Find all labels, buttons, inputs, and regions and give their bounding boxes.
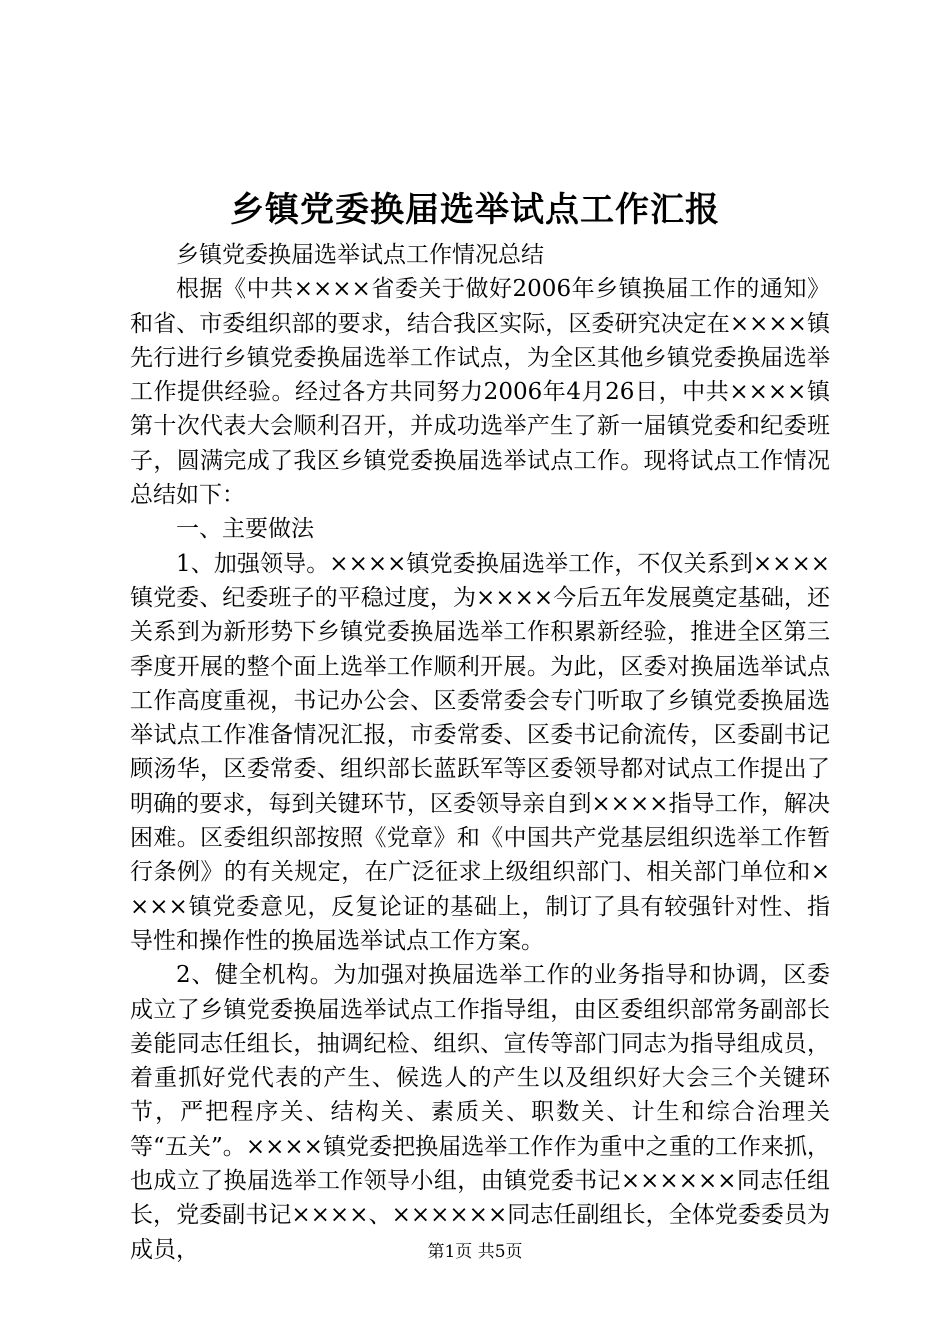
page-footer: 第1页 共5页 — [427, 1242, 523, 1262]
leadership-paragraph: 1、加强领导。××××镇党委换届选举工作，不仅关系到××××镇党委、纪委班子的平稳过度，为××××今后五年发展奠定基础，还关系到为新形势下乡镇党委换届选举工作积累新经验，推进全区第三季度开展的整个面上选举工作顺利开展。为此，区委对换届选举试点工作高度重视，书记办公会、区委常委会专门听取了乡镇党委换届选举试点工作准备情况汇报，市委常委、区委书记俞流传，区委副书记顾汤华，区委常委、组织部长蓝跃军等区委领导都对试点工作提出了明确的要求，每到关键环节，区委领导亲自到××××指导工作，解决困难。区委组织部按照《党章》和《中国共产党基层组织选举工作暂行条例》的有关规定，在广泛征求上级组织部门、相关部门单位和××××镇党委意见，反复论证的基础上，制订了具有较强针对性、指导性和操作性的换届选举试点工作方案。 — [130, 550, 830, 954]
intro-paragraph: 根据《中共××××省委关于做好2006年乡镇换届工作的通知》和省、市委组织部的要求，结合我区实际，区委研究决定在××××镇先行进行乡镇党委换届选举工作试点，为全区其他乡镇党委换届选举工作提供经验。经过各方共同努力2006年4月26日，中共××××镇第十次代表大会顺利召开，并成功选举产生了新一届镇党委和纪委班子，圆满完成了我区乡镇党委换届选举试点工作。现将试点工作情况总结如下： — [130, 276, 830, 509]
subtitle-paragraph: 乡镇党委换届选举试点工作情况总结 — [176, 242, 544, 268]
document-title: 乡镇党委换届选举试点工作汇报 — [230, 190, 720, 230]
document-body — [130, 238, 830, 1267]
organization-paragraph: 2、健全机构。为加强对换届选举工作的业务指导和协调，区委成立了乡镇党委换届选举试点工作指导组，由区委组织部常务副部长姜能同志任组长，抽调纪检、组织、宣传等部门同志为指导组成员，着重抓好党代表的产生、候选人的产生以及组织好大会三个关键环节，严把程序关、结构关、素质关、职数关、计生和综合治理关等“五关”。××××镇党委把换届选举工作作为重中之重的工作来抓，也成立了换届选举工作领导小组，由镇党委书记××××××同志任组长，党委副书记××××、××××××同志任副组长，全体党委委员为成员， — [130, 962, 830, 1263]
section-heading: 一、主要做法 — [176, 516, 314, 543]
